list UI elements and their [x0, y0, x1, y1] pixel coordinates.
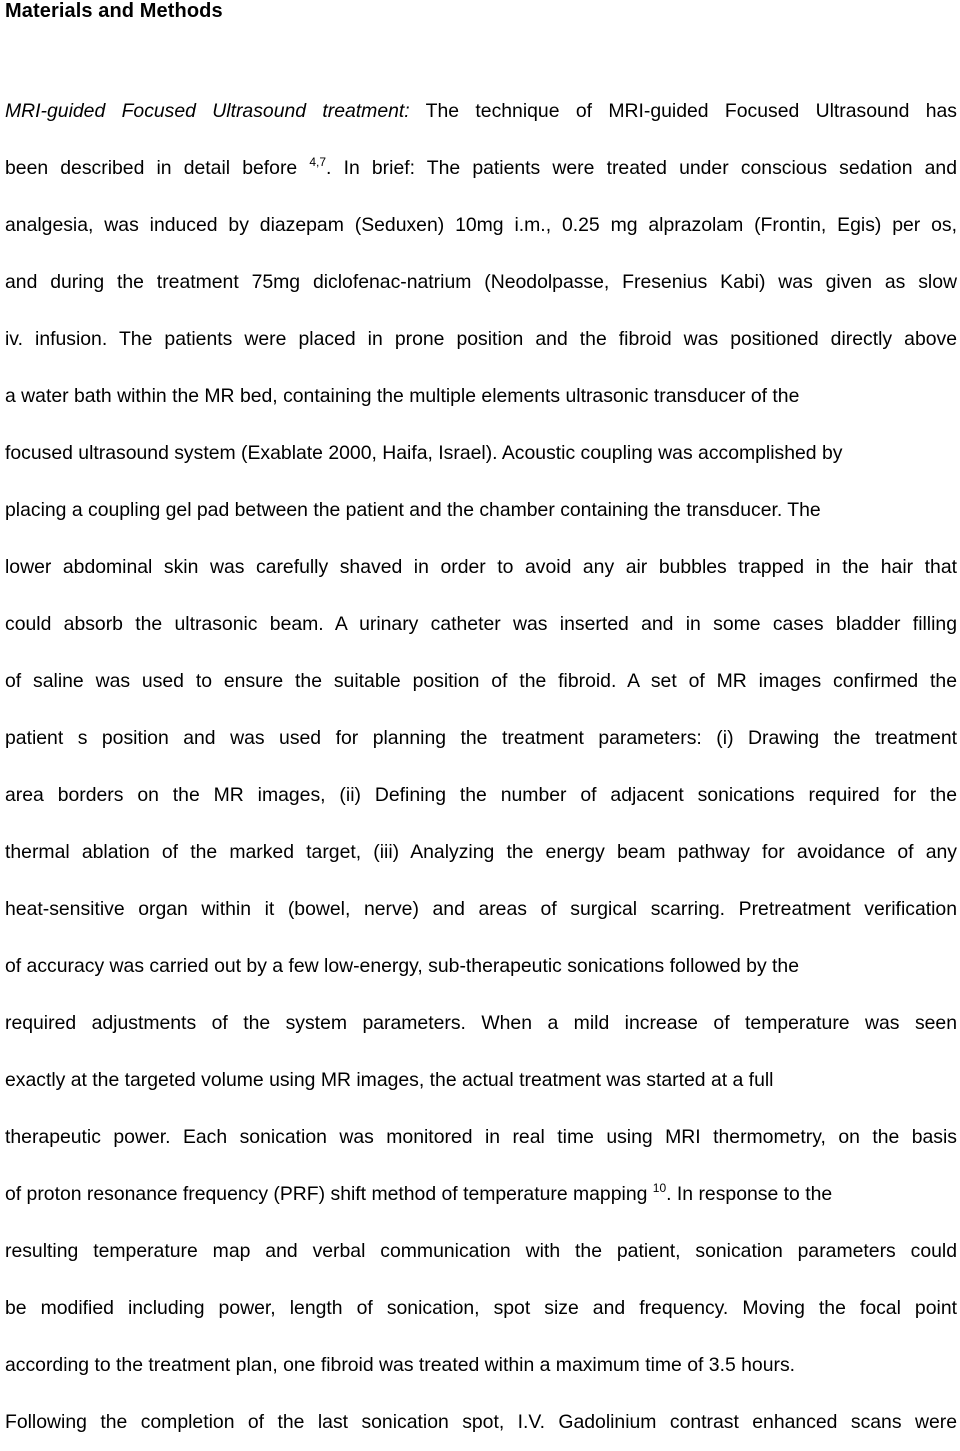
- methods-paragraph: [5, 83, 957, 1451]
- text-line: [5, 311, 957, 368]
- text-line: [5, 482, 957, 539]
- text-line: [5, 1223, 957, 1280]
- line-text: been described in detail before: [5, 157, 310, 179]
- text-line: [5, 881, 957, 938]
- text-line: [5, 767, 957, 824]
- text-line: [5, 1166, 957, 1223]
- text-line: [5, 539, 957, 596]
- line-text: . In brief: The patients were treated under conscious sedation and: [326, 157, 957, 179]
- text-line: [5, 1109, 957, 1166]
- line-text: lower abdominal skin was carefully shaved in order to avoid any air bubbles trapped in the hair that: [5, 556, 957, 578]
- line-text: therapeutic power. Each sonication was monitored in real time using MRI thermometry, on the basis: [5, 1126, 957, 1148]
- line-text: The technique of MRI-guided Focused Ultrasound has: [409, 100, 957, 122]
- text-line: [5, 197, 957, 254]
- text-line: [5, 995, 957, 1052]
- line-text: heat-sensitive organ within it (bowel, nerve) and areas of surgical scarring. Pretreatment verification: [5, 898, 957, 920]
- line-text: placing a coupling gel pad between the patient and the chamber containing the transducer. The: [5, 499, 821, 521]
- text-line: [5, 1052, 957, 1109]
- line-text: analgesia, was induced by diazepam (Seduxen) 10mg i.m., 0.25 mg alprazolam (Frontin, Egis) per os,: [5, 214, 957, 236]
- line-text: and during the treatment 75mg diclofenac-natrium (Neodolpasse, Fresenius Kabi) was given as slow: [5, 271, 957, 293]
- text-line: [5, 596, 957, 653]
- line-text: focused ultrasound system (Exablate 2000, Haifa, Israel). Acoustic coupling was accomplished by: [5, 442, 843, 464]
- section-heading: Materials and Methods: [5, 0, 223, 22]
- line-text: exactly at the targeted volume using MR images, the actual treatment was started at a full: [5, 1069, 774, 1091]
- line-text: area borders on the MR images, (ii) Defining the number of adjacent sonications required for the: [5, 784, 957, 806]
- line-text: resulting temperature map and verbal communication with the patient, sonication parameters could: [5, 1240, 957, 1262]
- line-text: patient s position and was used for planning the treatment parameters: (i) Drawing the treatment: [5, 727, 957, 749]
- text-line: [5, 254, 957, 311]
- text-line: [5, 425, 957, 482]
- citation-superscript: 4,7: [309, 155, 327, 169]
- text-line: [5, 938, 957, 995]
- line-text: of saline was used to ensure the suitable position of the fibroid. A set of MR images confirmed the: [5, 670, 957, 692]
- line-text: could absorb the ultrasonic beam. A urinary catheter was inserted and in some cases bladder filling: [5, 613, 957, 635]
- runin-heading: MRI-guided Focused Ultrasound treatment:: [5, 100, 410, 122]
- text-line: [5, 368, 957, 425]
- text-line: [5, 83, 957, 140]
- line-text: iv. infusion. The patients were placed in prone position and the fibroid was positioned directly above: [5, 328, 957, 350]
- line-text: . In response to the: [666, 1183, 833, 1205]
- line-text: thermal ablation of the marked target, (iii) Analyzing the energy beam pathway for avoidance of any: [5, 841, 957, 863]
- line-text: be modified including power, length of sonication, spot size and frequency. Moving the focal point: [5, 1297, 957, 1319]
- line-text: of accuracy was carried out by a few low-energy, sub-therapeutic sonications followed by the: [5, 955, 799, 977]
- text-line: [5, 824, 957, 881]
- text-line: [5, 1394, 957, 1451]
- text-line: [5, 1280, 957, 1337]
- line-text: a water bath within the MR bed, containing the multiple elements ultrasonic transducer of the: [5, 385, 800, 407]
- document-page: [5, 0, 957, 1433]
- line-text: required adjustments of the system parameters. When a mild increase of temperature was seen: [5, 1012, 957, 1034]
- line-text: according to the treatment plan, one fibroid was treated within a maximum time of 3.5 hours.: [5, 1354, 796, 1376]
- citation-superscript: 10: [652, 1181, 667, 1195]
- text-line: [5, 140, 957, 197]
- line-text: Following the completion of the last sonication spot, I.V. Gadolinium contrast enhanced scans were: [5, 1411, 957, 1433]
- text-line: [5, 653, 957, 710]
- text-line: [5, 1337, 957, 1394]
- text-line: [5, 710, 957, 767]
- line-text: of proton resonance frequency (PRF) shift method of temperature mapping: [5, 1183, 653, 1205]
